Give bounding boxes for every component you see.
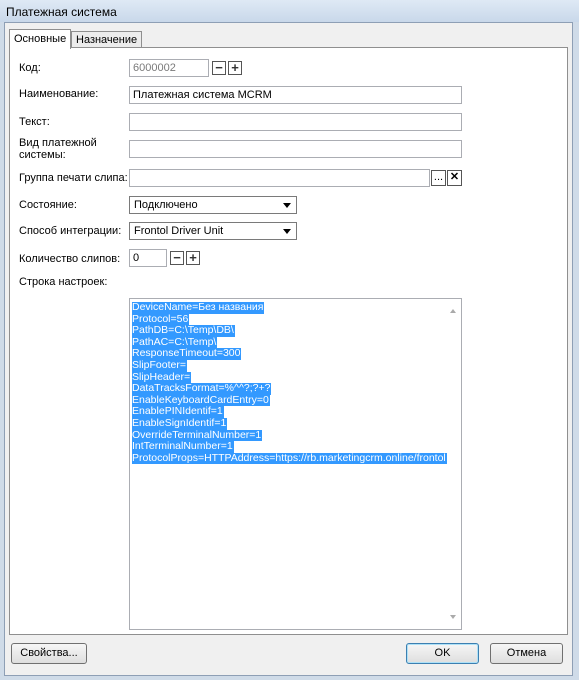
settings-line: PathAC=C:\Temp\ — [132, 335, 217, 348]
settings-line: EnableKeyboardCardEntry=0 — [132, 393, 269, 406]
chevron-down-icon — [283, 203, 291, 208]
settings-textarea[interactable] — [129, 298, 462, 630]
properties-button[interactable]: Свойства... — [11, 643, 87, 664]
code-field[interactable]: 6000002 — [129, 59, 209, 77]
text-label: Текст: — [19, 116, 50, 128]
chevron-down-icon — [283, 229, 291, 234]
dialog-window — [4, 22, 573, 676]
slip-count-minus-button[interactable]: − — [170, 251, 184, 265]
slip-print-group-label: Группа печати слипа: — [19, 172, 128, 184]
system-type-field[interactable] — [129, 140, 462, 158]
name-label: Наименование: — [19, 88, 99, 100]
slip-print-group-field[interactable] — [129, 169, 430, 187]
slip-count-field[interactable]: 0 — [129, 249, 167, 267]
state-select[interactable] — [129, 196, 297, 214]
settings-line: OverrideTerminalNumber=1 — [132, 428, 262, 441]
settings-line: IntTerminalNumber=1 — [132, 440, 233, 453]
slip-count-plus-button[interactable]: + — [186, 251, 200, 265]
state-select-value: Подключено — [134, 199, 198, 211]
scroll-up-icon[interactable] — [450, 309, 456, 313]
state-label: Состояние: — [19, 199, 77, 211]
tab-panel-main — [9, 47, 568, 635]
settings-line: EnableSignIdentif=1 — [132, 416, 227, 429]
tab-main[interactable]: Основные — [9, 29, 71, 49]
tab-assignment[interactable]: Назначение — [71, 31, 142, 48]
name-field[interactable]: Платежная система MCRM — [129, 86, 462, 104]
settings-lines — [132, 302, 447, 464]
settings-line: Protocol=56 — [132, 312, 189, 325]
settings-line: PathDB=C:\Temp\DB\ — [132, 324, 234, 337]
settings-line: SlipFooter= — [132, 358, 186, 371]
clear-icon[interactable]: ✕ — [447, 170, 462, 186]
select-button[interactable]: ... — [431, 170, 446, 186]
integration-select-value: Frontol Driver Unit — [134, 225, 224, 237]
code-label: Код: — [19, 62, 41, 74]
settings-line: SlipHeader= — [132, 370, 191, 383]
slip-count-label: Количество слипов: — [19, 253, 121, 265]
ok-button[interactable]: OK — [406, 643, 479, 664]
settings-line: EnablePINIdentif=1 — [132, 405, 223, 418]
settings-line: ResponseTimeout=300 — [132, 347, 241, 360]
settings-line: DataTracksFormat=%^^?;?+? — [132, 382, 271, 395]
text-field[interactable] — [129, 113, 462, 131]
system-type-label-line1: Вид платежной — [19, 137, 97, 149]
title-bar — [0, 0, 579, 22]
system-type-label-line2: системы: — [19, 149, 66, 161]
code-plus-button[interactable]: + — [228, 61, 242, 75]
window-title: Платежная система — [6, 5, 117, 19]
settings-line: DeviceName=Без названия — [132, 301, 264, 313]
integration-select[interactable] — [129, 222, 297, 240]
code-minus-button[interactable]: − — [212, 61, 226, 75]
settings-label: Строка настроек: — [19, 276, 108, 288]
settings-line: ProtocolProps=HTTPAddress=https://rb.marketingcrm.online/frontol — [132, 451, 446, 464]
cancel-button[interactable]: Отмена — [490, 643, 563, 664]
integration-label: Способ интеграции: — [19, 225, 122, 237]
scroll-down-icon[interactable] — [450, 615, 456, 619]
